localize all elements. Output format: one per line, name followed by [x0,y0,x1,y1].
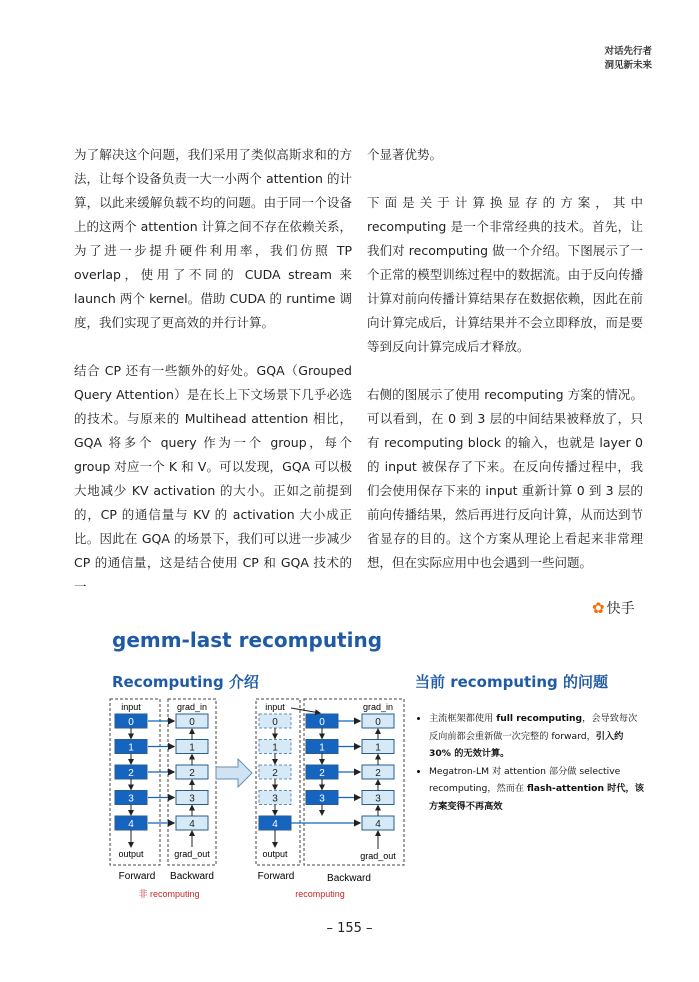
fwd-layer-label: 4 [128,819,134,830]
input-label: input [265,702,285,712]
output-label: output [262,849,288,859]
bwd-layer-label: 4 [375,819,381,830]
paragraph: 下面是关于计算换显存的方案，其中 recomputing 是一个非常经典的技术。首先，让我们对 recomputing 做一个介绍。下图展示了一个正常的模型训练过程中的数据流。由于反向传播计算对前向传播计算结果存在数据依赖，因此在前向计算完成后，计算结果并不会立即释放，而是要等到反向计算完成后才释放。 [367,195,643,354]
recompute-layer-label: 2 [319,768,325,779]
caption-non-recomputing: 非 recomputing [138,889,200,899]
fwd-layer-label: 1 [128,742,134,754]
forward-label-left: Forward [118,871,156,882]
bwd-layer-label: 1 [375,742,381,754]
fwd-layer-label: 2 [272,768,278,779]
fwd-layer-label: 0 [272,717,278,728]
input-label: input [121,702,141,712]
grad-in-label: grad_in [362,702,394,712]
right-column [367,143,643,575]
bullet-item: • 主流框架都使用 full recomputing，会导致每次反向前都会重新做一次完整的 forward，引入约 30% 的无效计算。 [429,710,645,763]
bwd-layer-label: 0 [375,717,381,728]
recompute-layer-label: 0 [319,717,325,728]
fwd-layer-label: 1 [272,742,278,754]
page-number: – 155 – [326,921,373,936]
right-section-heading: 当前 recomputing 的问题 [415,673,608,691]
bwd-layer-label: 2 [189,768,195,779]
grad-out-label: grad_out [174,849,210,859]
paragraph: 右侧的图展示了使用 recomputing 方案的情况。可以看到，在 0 到 3 层的中间结果被释放了，只有 recomputing block 的输入，也就是 layer 0 的 input 被保存了下来。在反向传播过程中，我们会使用保存下来的 input 重新计算 0 到 3 层的前向传播结果，然后再进行反向计算，从而达到节省显存的目的。这个方案从理论上看起来非常理想，但在实际应用中也会遇到一些问题。 [367,387,643,570]
caption-recomputing: recomputing [295,889,345,899]
output-label: output [118,849,144,859]
fwd-layer-label: 4 [272,819,278,830]
fwd-layer-label: 3 [128,793,134,805]
kuaishou-logo-icon: ✿ [592,599,605,617]
header-tagline [604,45,652,73]
fwd-layer-label: 0 [128,717,134,728]
kuaishou-logo [592,598,635,618]
paragraph: 个显著优势。 [367,147,443,162]
recompute-layer-label: 1 [319,742,325,754]
recompute-layer-label: 3 [319,793,325,805]
paragraph: 结合 CP 还有一些额外的好处。GQA（Grouped Query Attention）是在长上下文场景下几乎必选的技术。与原来的 Multihead attention 相比，GQA 将多个 query 作为一个 group，每个 group 对应一个 K 和 V。可以发现，GQA 可以极大地减少 KV activation 的大小。正如之前提到的，CP 的通信量与 KV 的 activation 大小成正比。因此在 GQA 的场景下，我们可以进一步减少 CP 的通信量，这是结合使用 CP 和 GQA 技术的一 [74,363,352,594]
bwd-layer-label: 1 [189,742,195,754]
bwd-layer-label: 3 [189,793,195,805]
problem-bullets [415,710,645,815]
backward-label-left: Backward [170,871,214,882]
bwd-layer-label: 4 [189,819,195,830]
fwd-layer-label: 3 [272,793,278,805]
fwd-layer-label: 2 [128,768,134,779]
grad-out-label: grad_out [360,851,396,861]
header-line-2: 洞见新未来 [604,60,652,71]
bwd-layer-label: 0 [189,717,195,728]
bwd-layer-label: 2 [375,768,381,779]
left-section-heading: Recomputing 介绍 [112,673,259,691]
forward-label-right: Forward [257,871,295,882]
logo-text: 快手 [606,601,635,617]
saved-input-arrow [291,708,320,713]
recomputing-diagram [106,695,411,905]
slide-title: gemm-last recomputing [112,628,383,652]
paragraph: 为了解决这个问题，我们采用了类似高斯求和的方法，让每个设备负责一大一小两个 attention 的计算，以此来缓解负载不均的问题。由于同一个设备上的这两个 attention 计算之间不存在依赖关系，为了进一步提升硬件利用率，我们仿照 TP overlap，使用了不同的 CUDA stream 来 launch 两个 kernel。借助 CUDA 的 runtime 调度，我们实现了更高效的并行计算。 [74,147,352,330]
left-column [74,143,352,599]
bwd-layer-label: 3 [375,793,381,805]
transition-arrow-icon [216,759,252,787]
header-line-1: 对话先行者 [604,46,652,57]
grad-in-label: grad_in [176,702,208,712]
backward-label-right: Backward [327,873,371,884]
bullet-item: • Megatron-LM 对 attention 部分做 selective recomputing，然而在 flash-attention 时代，该方案变得不再高效 [429,763,645,816]
